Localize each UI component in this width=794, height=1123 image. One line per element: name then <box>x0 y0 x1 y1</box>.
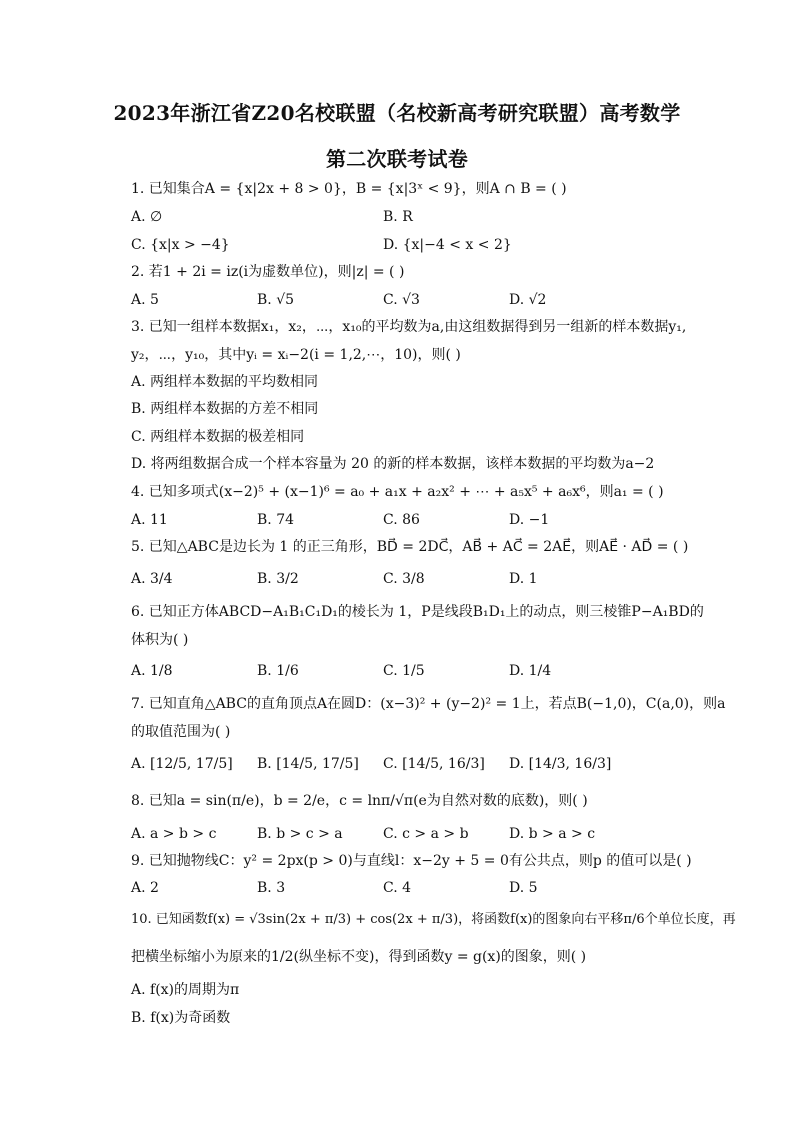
question-1-option-c: C. {x|x > −4} <box>131 237 230 253</box>
question-1-stem: 1. 已知集合A = {x|2x + 8 > 0}，B = {x|3ˣ < 9}，则A ∩ B = ( ) <box>131 181 567 197</box>
question-9-option-a: A. 2 <box>131 880 159 896</box>
question-5-option-c: C. 3/8 <box>383 571 425 587</box>
question-1-option-a: A. ∅ <box>131 209 163 225</box>
question-2-option-b: B. √5 <box>257 292 295 308</box>
question-6-option-b: B. 1/6 <box>257 663 299 679</box>
question-3-stem-cont: y₂，⋯，y₁₀，其中yᵢ = xᵢ−2(i = 1,2,⋯，10)，则( ) <box>131 347 461 363</box>
question-8-option-b: B. b > c > a <box>257 826 343 842</box>
question-1-option-b: B. R <box>383 209 413 225</box>
question-8-option-c: C. c > a > b <box>383 826 469 842</box>
question-7-option-a: A. [12/5, 17/5] <box>131 756 233 772</box>
question-8-stem: 8. 已知a = sin(π/e)，b = 2/e，c = lnπ/√π(e为自然对数的底数)，则( ) <box>131 793 588 809</box>
question-9-option-d: D. 5 <box>509 880 538 896</box>
question-2-stem: 2. 若1 + 2i = iz(i为虚数单位)，则|z| = ( ) <box>131 264 405 280</box>
question-4-option-a: A. 11 <box>131 512 168 528</box>
question-4-stem: 4. 已知多项式(x−2)⁵ + (x−1)⁶ = a₀ + a₁x + a₂x² + ⋯ + a₅x⁵ + a₆x⁶，则a₁ = ( ) <box>131 484 664 500</box>
question-2-option-a: A. 5 <box>131 292 159 308</box>
question-9-stem: 9. 已知抛物线C：y² = 2px(p > 0)与直线l：x−2y + 5 = 0有公共点，则p 的值可以是( ) <box>131 853 692 869</box>
exam-title-line1: 2023年浙江省Z20名校联盟（名校新高考研究联盟）高考数学 <box>113 101 681 125</box>
question-5-option-b: B. 3/2 <box>257 571 299 587</box>
question-10-option-b: B. f(x)为奇函数 <box>131 1010 231 1026</box>
question-7-option-c: C. [14/5, 16/3] <box>383 756 485 772</box>
question-3-stem: 3. 已知一组样本数据x₁，x₂，⋯，x₁₀的平均数为a,由这组数据得到另一组新的样本数据y₁, <box>131 319 687 335</box>
question-10-stem: 10. 已知函数f(x) = √3sin(2x + π/3) + cos(2x + π/3)，将函数f(x)的图象向右平移π/6个单位长度，再 <box>131 912 736 927</box>
question-8-option-d: D. b > a > c <box>509 826 596 842</box>
question-6-option-a: A. 1/8 <box>131 663 173 679</box>
question-5-option-d: D. 1 <box>509 571 538 587</box>
question-6-stem: 6. 已知正方体ABCD−A₁B₁C₁D₁的棱长为 1，P是线段B₁D₁上的动点，则三棱锥P−A₁BD的 <box>131 604 704 620</box>
question-5-option-a: A. 3/4 <box>131 571 173 587</box>
question-6-stem-cont: 体积为( ) <box>131 632 189 648</box>
question-3-option-b: B. 两组样本数据的方差不相同 <box>131 401 319 417</box>
question-9-option-b: B. 3 <box>257 880 286 896</box>
question-7-option-b: B. [14/5, 17/5] <box>257 756 359 772</box>
question-4-option-c: C. 86 <box>383 512 420 528</box>
question-8-option-a: A. a > b > c <box>131 826 217 842</box>
question-6-option-c: C. 1/5 <box>383 663 425 679</box>
question-10-stem-cont: 把横坐标缩小为原来的1/2(纵坐标不变)，得到函数y = g(x)的图象，则( ) <box>131 949 587 965</box>
exam-title-line2: 第二次联考试卷 <box>325 147 469 171</box>
question-7-stem: 7. 已知直角△ABC的直角顶点A在圆D：(x−3)² + (y−2)² = 1上，若点B(−1,0)，C(a,0)，则a <box>131 696 726 712</box>
question-5-stem: 5. 已知△ABC是边长为 1 的正三角形，BD⃗ = 2DC⃗，AB⃗ + AC⃗ = 2AE⃗，则AE⃗ · AD⃗ = ( ) <box>131 539 689 555</box>
question-9-option-c: C. 4 <box>383 880 412 896</box>
question-4-option-b: B. 74 <box>257 512 295 528</box>
question-1-option-d: D. {x|−4 < x < 2} <box>383 237 512 253</box>
question-2-option-d: D. √2 <box>509 292 547 308</box>
question-10-option-a: A. f(x)的周期为π <box>131 982 240 998</box>
question-4-option-d: D. −1 <box>509 512 550 528</box>
question-7-option-d: D. [14/3, 16/3] <box>509 756 612 772</box>
question-2-option-c: C. √3 <box>383 292 420 308</box>
question-3-option-a: A. 两组样本数据的平均数相同 <box>131 374 319 390</box>
question-7-stem-cont: 的取值范围为( ) <box>131 724 231 740</box>
question-6-option-d: D. 1/4 <box>509 663 552 679</box>
question-3-option-d: D. 将两组数据合成一个样本容量为 20 的新的样本数据，该样本数据的平均数为a−2 <box>131 456 655 472</box>
question-3-option-c: C. 两组样本数据的极差相同 <box>131 429 305 445</box>
